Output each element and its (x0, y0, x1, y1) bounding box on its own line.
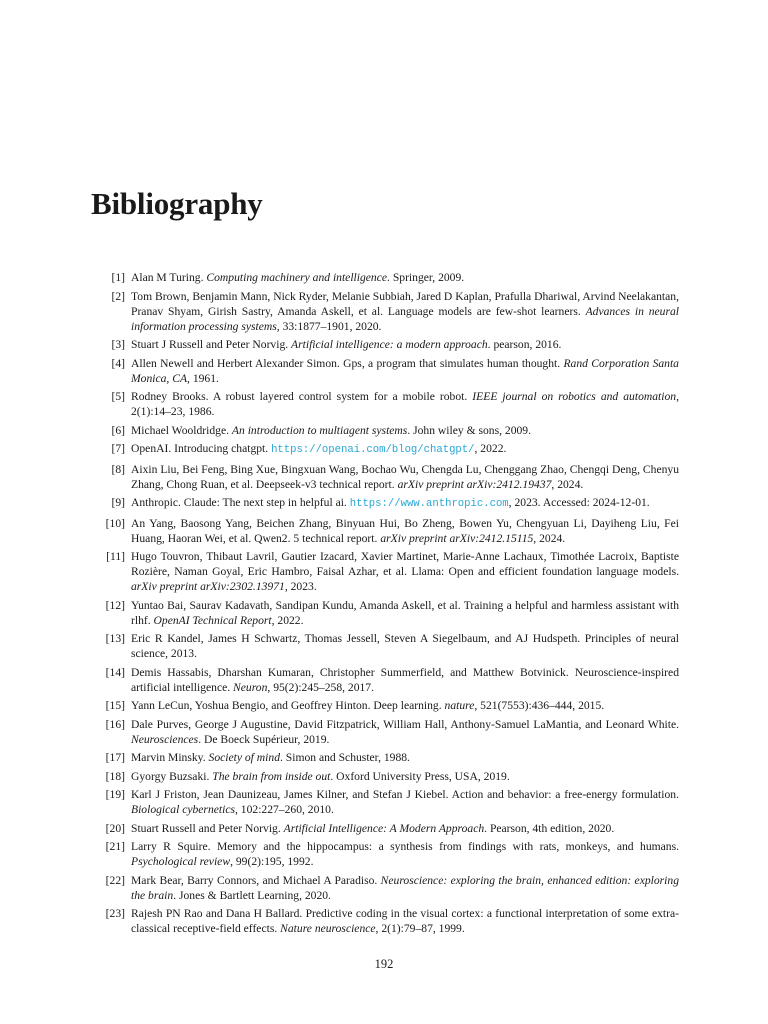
reference-text (131, 549, 679, 594)
reference-entry (99, 423, 679, 438)
reference-segment: , 95(2):245–258, 2017. (267, 680, 374, 694)
reference-segment: , 2022. (271, 613, 304, 627)
reference-segment: , 99(2):195, 1992. (230, 855, 314, 868)
reference-text (131, 665, 679, 695)
reference-text (131, 698, 679, 713)
reference-entry (99, 665, 679, 695)
reference-segment: Stuart J Russell and Peter Norvig. (131, 338, 292, 351)
reference-link[interactable]: https://www.anthropic.com (349, 498, 509, 510)
reference-text (131, 423, 679, 438)
reference-number: [11] (106, 550, 125, 563)
reference-segment: . John wiley & sons, 2009. (407, 423, 531, 437)
reference-venue: IEEE journal on robotics and automation (472, 390, 677, 403)
reference-text (131, 389, 679, 419)
reference-text (131, 270, 679, 285)
reference-entry (99, 495, 679, 512)
reference-venue: Biological cybernetics (131, 803, 235, 816)
reference-number: [22] (105, 873, 125, 887)
reference-segment: Gyorgy Buzsaki. (131, 769, 213, 783)
reference-link[interactable]: https://openai.com/blog/chatgpt/ (271, 444, 475, 456)
reference-text (131, 821, 679, 836)
reference-segment: Dale Purves, George J Augustine, David Fitzpatrick, William Hall, Anthony-Samuel LaMantia, and Leonard White. (131, 717, 679, 731)
reference-segment: Larry R Squire. Memory and the hippocampus: a synthesis from findings with rats, monkeys, and humans. (131, 840, 679, 853)
reference-venue: arXiv preprint arXiv:2412.19437 (397, 477, 552, 491)
reference-segment: , 2024. (533, 531, 566, 545)
reference-number: [12] (105, 598, 125, 612)
reference-entry (99, 631, 679, 661)
reference-venue: The brain from inside out (212, 769, 331, 783)
reference-segment: Yuntao Bai, Saurav Kadavath, Sandipan Kundu, Amanda Askell, et al. Training a helpful and harmless assistant with rlhf. (131, 598, 679, 627)
reference-number: [16] (105, 717, 125, 731)
reference-entry (99, 821, 679, 836)
reference-entry (99, 787, 679, 817)
reference-entry (99, 270, 679, 285)
reference-segment: Michael Wooldridge. (131, 423, 232, 437)
reference-segment: , 2022. (474, 442, 507, 455)
reference-segment: , 2(1):14–23, 1986. (131, 390, 679, 418)
reference-number: [10] (105, 516, 125, 530)
reference-venue: Artificial Intelligence: A Modern Approach (283, 821, 485, 835)
reference-segment: Demis Hassabis, Dharshan Kumaran, Christopher Summerfield, and Matthew Botvinick. Neuroscience-inspired artificial intelligence. (131, 665, 679, 694)
reference-segment: Rajesh PN Rao and Dana H Ballard. Predictive coding in the visual cortex: a functional interpretation of some extra-classical receptive-field effects. (131, 907, 679, 935)
reference-number: [19] (105, 788, 125, 801)
reference-segment: . Simon and Schuster, 1988. (280, 751, 410, 764)
reference-entry (99, 598, 679, 628)
reference-venue: Rand Corporation Santa Monica, CA (131, 356, 679, 385)
reference-number: [13] (105, 632, 125, 645)
reference-number: [5] (111, 390, 125, 403)
reference-segment: Stuart Russell and Peter Norvig. (131, 821, 284, 835)
reference-text (131, 873, 679, 903)
reference-segment: . Springer, 2009. (387, 271, 465, 284)
reference-number: [4] (111, 356, 125, 370)
reference-segment: . pearson, 2016. (487, 338, 562, 351)
reference-number: [15] (105, 699, 125, 712)
reference-entry (99, 698, 679, 713)
reference-segment: An Yang, Baosong Yang, Beichen Zhang, Binyuan Hui, Bo Zheng, Bowen Yu, Chengyuan Li, Dayiheng Liu, Fei Huang, Haoran Wei, et al. Qwen2. 5 technical report. (131, 516, 679, 545)
reference-entry (99, 289, 679, 334)
reference-venue: Nature neuroscience (280, 922, 376, 935)
reference-segment: Alan M Turing. (131, 271, 207, 284)
page-number: 192 (374, 957, 394, 971)
reference-number: [3] (111, 338, 125, 351)
reference-text (131, 750, 679, 765)
reference-text (131, 495, 679, 512)
reference-text (131, 839, 679, 869)
reference-text (131, 337, 679, 352)
reference-entry (99, 356, 679, 386)
reference-number: [1] (111, 271, 125, 284)
reference-segment: Eric R Kandel, James H Schwartz, Thomas Jessell, Steven A Siegelbaum, and AJ Hudspeth. Principles of neural science, 2013. (131, 632, 679, 660)
reference-segment: Tom Brown, Benjamin Mann, Nick Ryder, Melanie Subbiah, Jared D Kaplan, Prafulla Dhariwal, Arvind Neelakantan, Pranav Shyam, Girish Sastry, Amanda Askell, et al. Language models are few-shot learners. (131, 289, 679, 318)
reference-segment: , 2(1):79–87, 1999. (375, 922, 465, 935)
reference-venue: Advances in neural information processing systems (131, 304, 679, 333)
reference-segment: Hugo Touvron, Thibaut Lavril, Gautier Izacard, Xavier Martinet, Marie-Anne Lachaux, Timothée Lacroix, Baptiste Rozière, Naman Goyal, Eric Hambro, Faisal Azhar, et al. Llama: Open and efficient foundation language models. (131, 550, 679, 578)
reference-number: [14] (105, 665, 125, 679)
reference-entry (99, 717, 679, 747)
reference-text (131, 906, 679, 936)
reference-entry (99, 337, 679, 352)
reference-number: [20] (105, 821, 125, 835)
reference-segment: . De Boeck Supérieur, 2019. (198, 732, 330, 746)
reference-number: [2] (111, 289, 125, 303)
reference-segment: , 2023. Accessed: 2024-12-01. (508, 496, 650, 509)
reference-entry (99, 389, 679, 419)
reference-number: [18] (105, 769, 125, 783)
reference-venue: nature (444, 699, 475, 712)
reference-segment: Allen Newell and Herbert Alexander Simon. Gps, a program that simulates human thought. (131, 356, 564, 370)
reference-text (131, 598, 679, 628)
reference-venue: OpenAI Technical Report (153, 613, 272, 627)
reference-segment: , 1961. (187, 371, 219, 385)
reference-segment: Marvin Minsky. (131, 751, 209, 764)
reference-segment: , 2024. (551, 477, 584, 491)
reference-entry (99, 750, 679, 765)
reference-number: [9] (111, 496, 125, 509)
bibliography-list (99, 270, 679, 940)
reference-text (131, 289, 679, 334)
reference-segment: . Jones & Bartlett Learning, 2020. (173, 888, 331, 902)
reference-entry (99, 769, 679, 784)
reference-venue: Society of mind (208, 751, 280, 764)
reference-text (131, 462, 679, 492)
reference-text (131, 787, 679, 817)
reference-segment: , 33:1877–1901, 2020. (276, 319, 382, 333)
reference-segment: , 102:227–260, 2010. (235, 803, 334, 816)
reference-text (131, 769, 679, 784)
reference-segment: Mark Bear, Barry Connors, and Michael A Paradiso. (131, 873, 381, 887)
reference-segment: Karl J Friston, Jean Daunizeau, James Kilner, and Stefan J Kiebel. Action and behavior: a free-energy formulation. (131, 788, 679, 801)
reference-entry (99, 516, 679, 546)
reference-venue: An introduction to multiagent systems (231, 423, 408, 437)
reference-segment: Aixin Liu, Bei Feng, Bing Xue, Bingxuan Wang, Bochao Wu, Chengda Lu, Chenggang Zhao, Chengqi Deng, Chenyu Zhang, Chong Ruan, et al. Deepseek-v3 technical report. (131, 462, 679, 491)
reference-venue: Neuron (233, 680, 268, 694)
reference-venue: Neurosciences (131, 732, 199, 746)
reference-venue: Psychological review (131, 855, 231, 868)
reference-segment: Anthropic. Claude: The next step in helpful ai. (131, 496, 350, 509)
reference-entry (99, 441, 679, 458)
reference-entry (99, 839, 679, 869)
page-title: Bibliography (91, 186, 263, 221)
reference-entry (99, 873, 679, 903)
reference-segment: OpenAI. Introducing chatgpt. (131, 442, 272, 455)
reference-number: [23] (105, 907, 125, 920)
reference-text (131, 516, 679, 546)
reference-segment: Yann LeCun, Yoshua Bengio, and Geoffrey Hinton. Deep learning. (131, 699, 445, 712)
reference-venue: Computing machinery and intelligence (206, 271, 388, 284)
reference-segment: . Pearson, 4th edition, 2020. (484, 821, 615, 835)
reference-entry (99, 462, 679, 492)
reference-number: [6] (111, 423, 125, 437)
reference-text (131, 441, 679, 458)
reference-number: [17] (105, 751, 125, 764)
reference-text (131, 717, 679, 747)
reference-segment: , 521(7553):436–444, 2015. (474, 699, 605, 712)
reference-text (131, 356, 679, 386)
reference-segment: Rodney Brooks. A robust layered control system for a mobile robot. (131, 390, 473, 403)
reference-number: [7] (111, 442, 125, 455)
reference-segment: , 2023. (284, 580, 317, 593)
reference-entry (99, 906, 679, 936)
reference-venue: Neuroscience: exploring the brain, enhanced edition: exploring the brain (131, 873, 679, 902)
reference-venue: arXiv preprint arXiv:2412.15115 (380, 531, 534, 545)
reference-venue: Artificial intelligence: a modern approach (291, 338, 488, 351)
reference-entry (99, 549, 679, 594)
reference-number: [21] (105, 840, 125, 853)
reference-number: [8] (111, 462, 125, 476)
reference-segment: . Oxford University Press, USA, 2019. (330, 769, 510, 783)
reference-venue: arXiv preprint arXiv:2302.13971 (131, 580, 285, 593)
reference-text (131, 631, 679, 661)
